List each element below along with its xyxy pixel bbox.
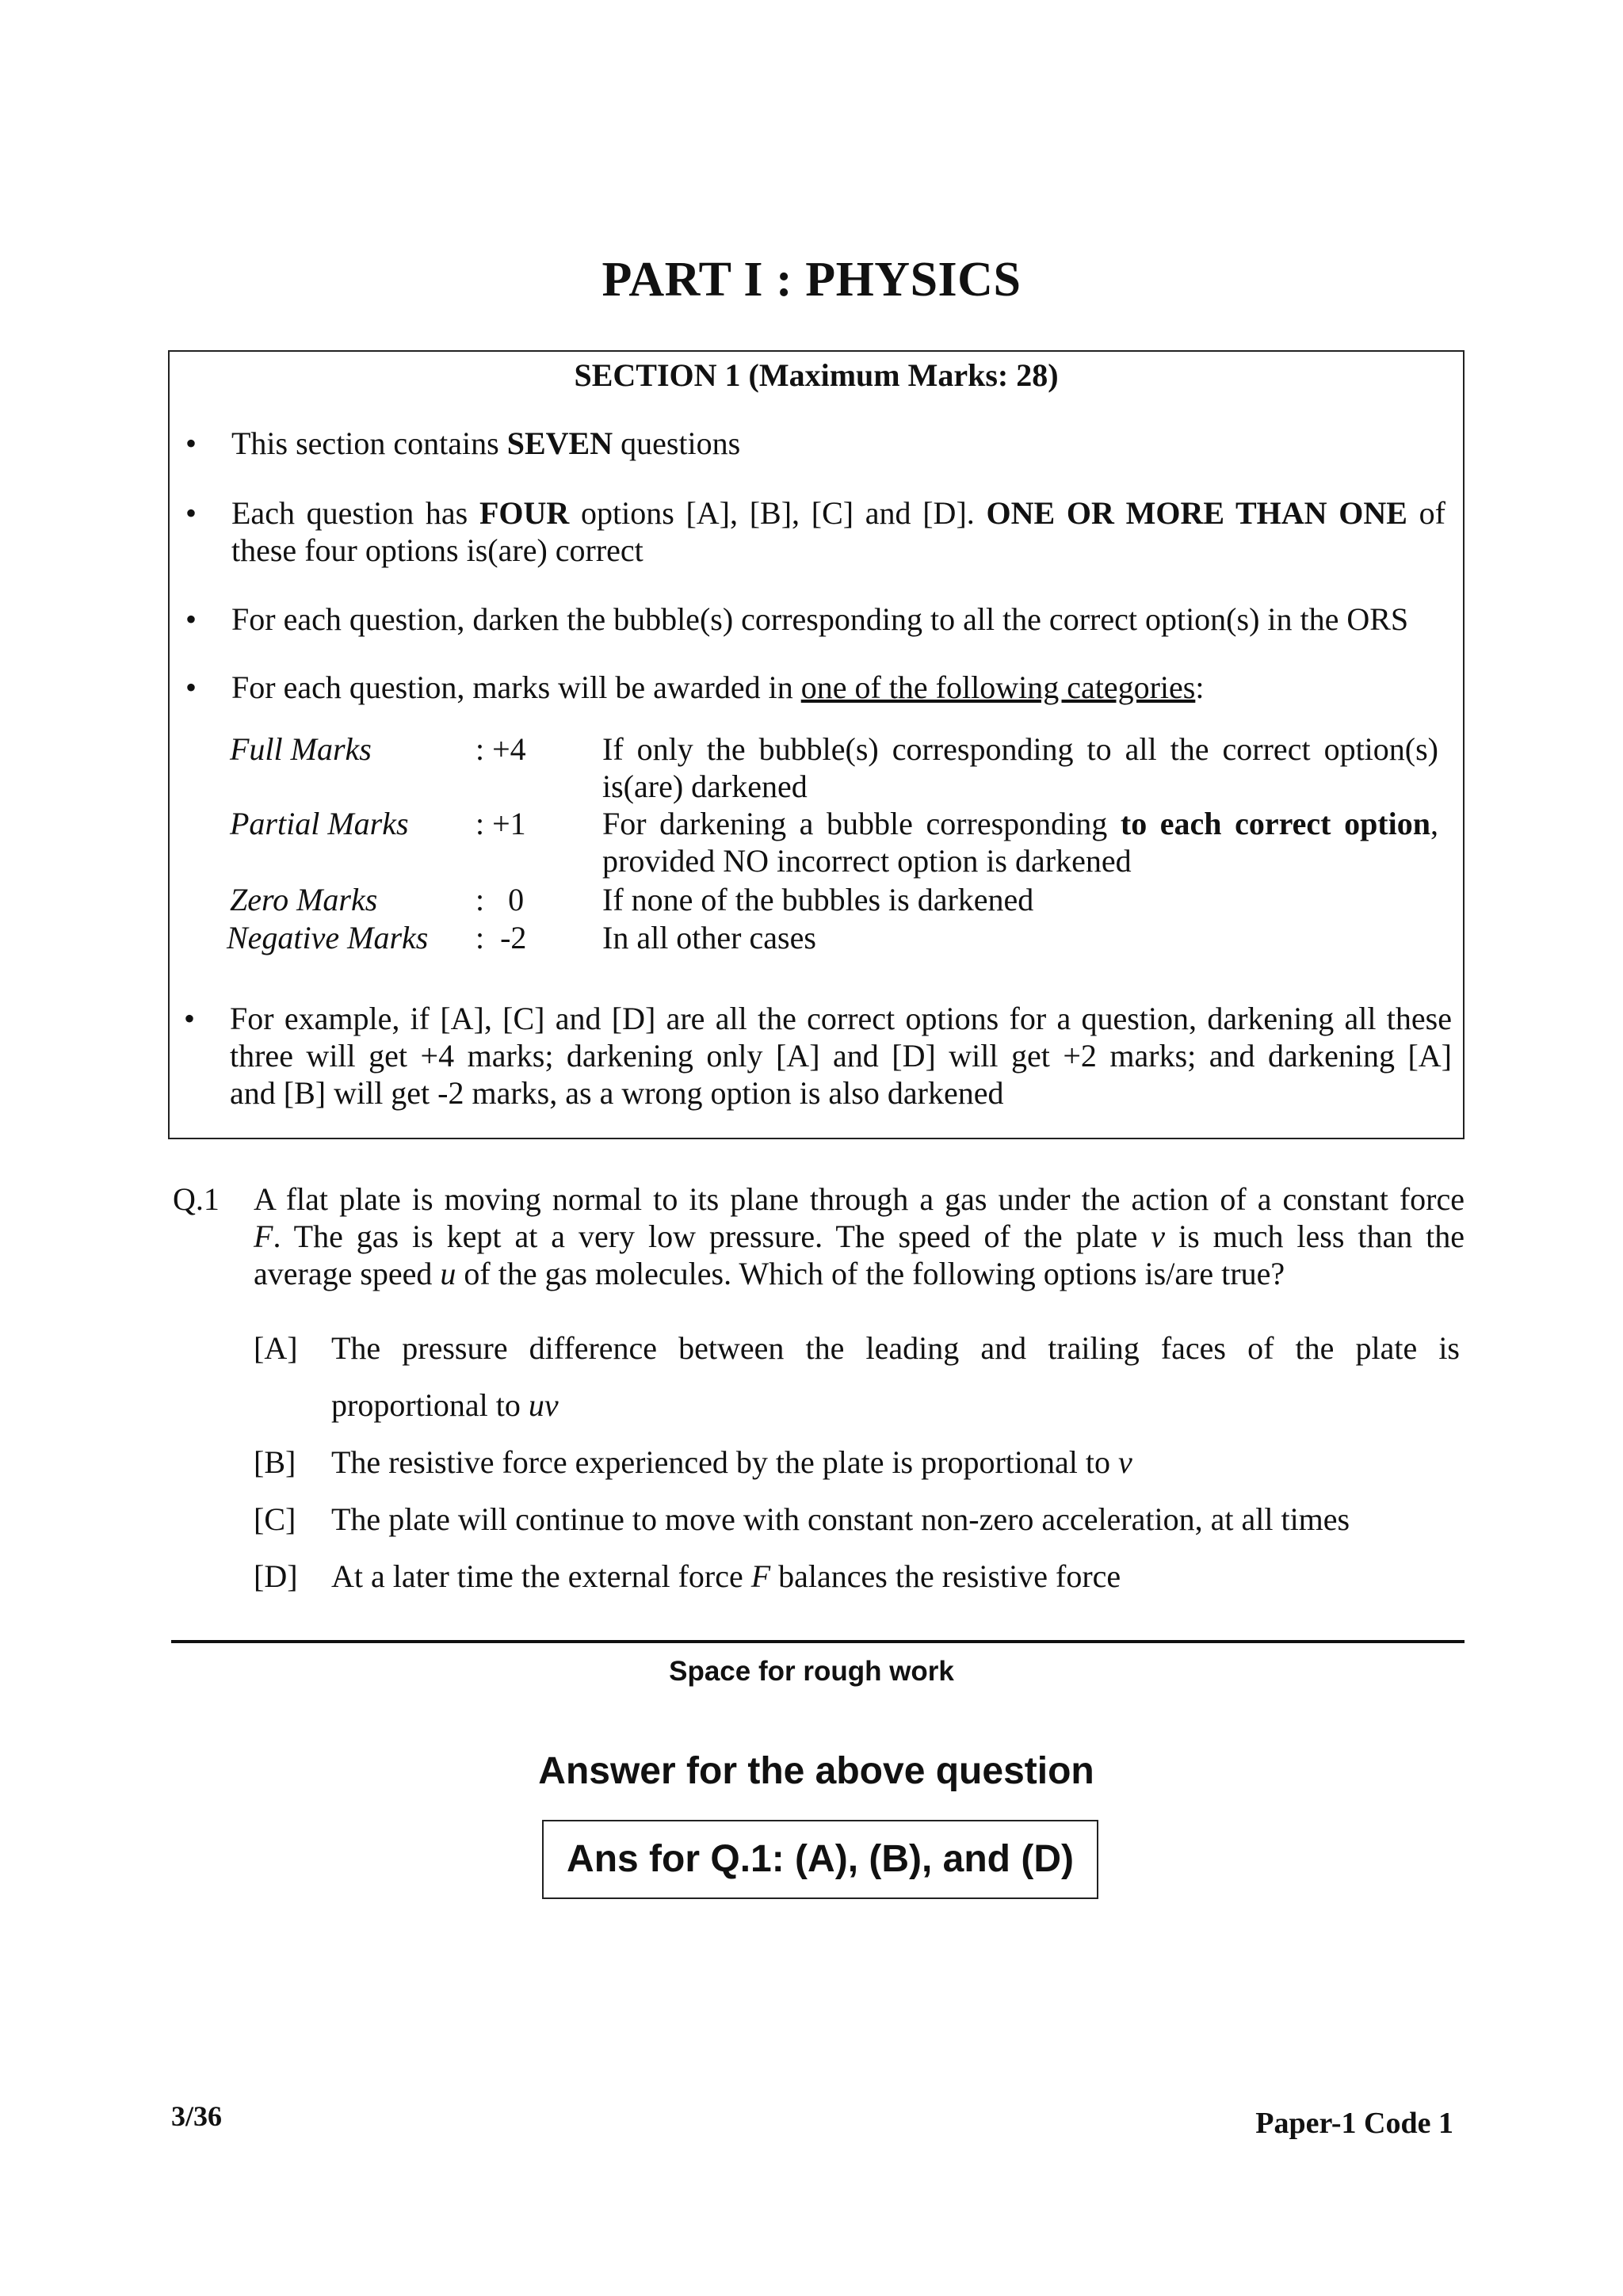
marks-label: Negative Marks	[227, 920, 429, 955]
paper-code: Paper-1 Code 1	[1255, 2107, 1453, 2140]
question-text: A flat plate is moving normal to its plane through a gas under the action of a constant force	[254, 1181, 1465, 1217]
rough-work-divider	[171, 1640, 1465, 1643]
instruction-bullet-question-count	[185, 425, 1445, 462]
bullet-text: :	[1195, 669, 1205, 705]
bullet-text: Each question has	[231, 495, 479, 531]
option-a	[254, 1320, 1460, 1434]
option-tag: [D]	[254, 1558, 298, 1594]
bullet-icon: •	[185, 669, 197, 705]
answer-heading: Answer for the above question	[538, 1750, 1094, 1792]
answer-box: Ans for Q.1: (A), (B), and (D)	[542, 1820, 1098, 1899]
marks-description: provided NO incorrect option is darkened	[602, 843, 1132, 879]
bullet-text: of	[1407, 495, 1445, 531]
bullet-text: This section contains	[231, 425, 507, 461]
bullet-bold-text: ONE OR MORE THAN ONE	[986, 495, 1407, 531]
question-text: of the gas molecules. Which of the following options is/are true?	[456, 1256, 1285, 1291]
bullet-text: For each question, marks will be awarded in	[231, 669, 801, 705]
marks-description: ,	[1430, 806, 1438, 841]
bullet-bold-text: SEVEN	[506, 425, 613, 461]
question-variable: u	[440, 1256, 456, 1291]
question-variable: v	[1151, 1219, 1166, 1254]
bullet-text: options [A], [B], [C] and [D].	[569, 495, 987, 531]
option-tag: [C]	[254, 1501, 296, 1537]
marks-value: : -2	[475, 920, 527, 955]
marks-description: If only the bubble(s) corresponding to all the correct option(s)	[602, 731, 1438, 767]
marks-description: In all other cases	[602, 920, 816, 955]
bullet-icon: •	[184, 1001, 196, 1036]
option-b	[254, 1434, 1460, 1491]
option-text: The pressure difference between the leading and trailing faces of the plate is	[331, 1330, 1460, 1366]
option-variable: v	[1117, 1444, 1132, 1480]
marks-description: If none of the bubbles is darkened	[602, 882, 1034, 917]
marks-value: : +1	[475, 806, 526, 841]
option-c	[254, 1491, 1460, 1548]
option-variable: uv	[528, 1387, 559, 1423]
option-variable: F	[750, 1558, 771, 1594]
option-d	[254, 1548, 1460, 1605]
marks-description-bold: to each correct option	[1120, 806, 1430, 841]
question-number: Q.1	[173, 1181, 220, 1217]
option-text: balances the resistive force	[770, 1558, 1121, 1594]
question-1	[173, 1180, 1465, 1292]
question-text: average speed	[254, 1256, 441, 1291]
option-tag: [A]	[254, 1330, 298, 1366]
option-tag: [B]	[254, 1444, 296, 1480]
marking-scheme	[227, 730, 1458, 957]
option-text: The resistive force experienced by the plate is proportional to	[331, 1444, 1118, 1480]
instruction-bullet-marking	[185, 669, 1445, 706]
full-marks-row	[230, 730, 1458, 805]
instruction-bullet-options	[185, 494, 1445, 569]
marks-value: : +4	[475, 731, 526, 767]
option-text: At a later time the external force	[331, 1558, 751, 1594]
bullet-text: and [B] will get -2 marks, as a wrong option is also darkened	[230, 1075, 1004, 1111]
bullet-icon: •	[185, 601, 197, 637]
marks-label: Zero Marks	[230, 882, 378, 917]
bullet-text: questions	[613, 425, 741, 461]
question-text: is much less than the	[1165, 1219, 1465, 1254]
bullet-text: these four options is(are) correct	[231, 532, 643, 568]
marks-label: Full Marks	[230, 731, 372, 767]
marks-description: For darkening a bubble corresponding	[602, 806, 1121, 841]
part-title: PART I : PHYSICS	[601, 253, 1022, 307]
instruction-bullet-example	[184, 1000, 1452, 1112]
instruction-bullet-darken	[185, 601, 1445, 638]
bullet-icon: •	[185, 495, 197, 531]
option-text: proportional to	[331, 1387, 529, 1423]
marks-value: : 0	[475, 882, 525, 917]
section-heading: SECTION 1 (Maximum Marks: 28)	[574, 357, 1059, 393]
partial-marks-row	[230, 805, 1458, 881]
rough-work-label: Space for rough work	[669, 1656, 954, 1687]
question-text: . The gas is kept at a very low pressure. The speed of the plate	[273, 1219, 1151, 1254]
option-text: The plate will continue to move with constant non-zero acceleration, at all times	[331, 1501, 1350, 1537]
bullet-text: three will get +4 marks; darkening only [A] and [D] will get +2 marks; and darkening [A]	[230, 1038, 1452, 1074]
bullet-text: For example, if [A], [C] and [D] are all the correct options for a question, darkening all these	[230, 1001, 1452, 1036]
bullet-underlined-text: one of the following categories	[800, 669, 1196, 705]
question-variable: F	[254, 1219, 273, 1254]
negative-marks-row	[227, 919, 1458, 957]
bullet-bold-text: FOUR	[479, 495, 570, 531]
bullet-text: For each question, darken the bubble(s) corresponding to all the correct option(s) in the ORS	[231, 601, 1409, 637]
marks-label: Partial Marks	[230, 806, 409, 841]
marks-description: is(are) darkened	[602, 769, 808, 804]
zero-marks-row	[230, 881, 1458, 919]
page-number: 3/36	[171, 2100, 223, 2132]
bullet-icon: •	[185, 425, 197, 461]
